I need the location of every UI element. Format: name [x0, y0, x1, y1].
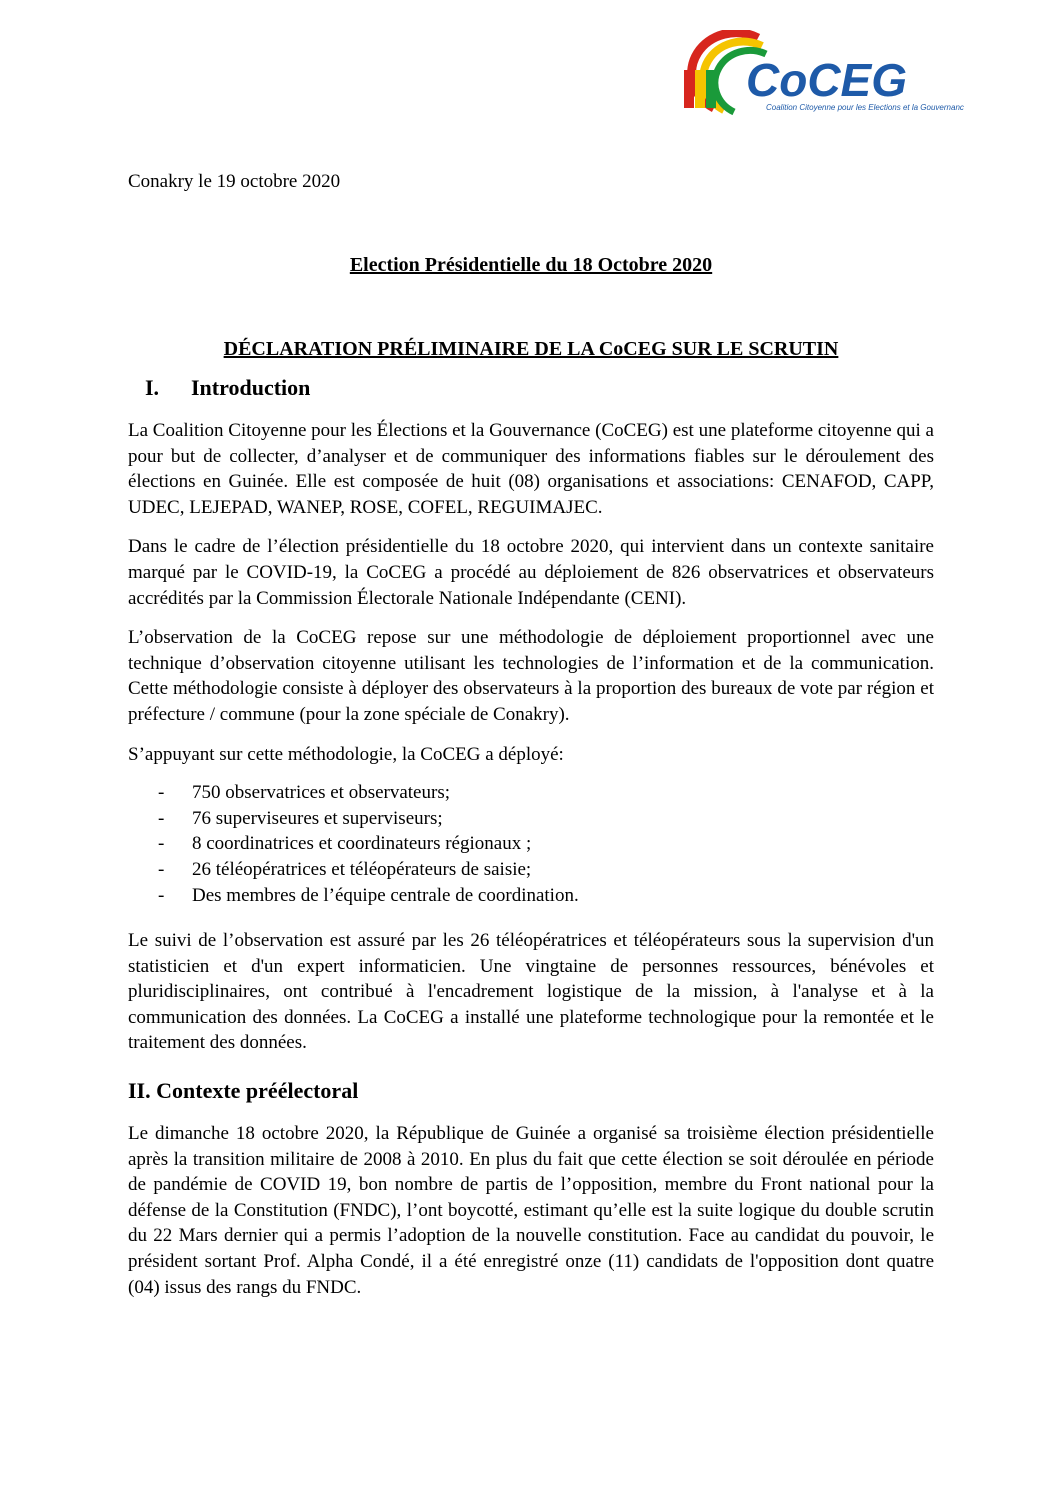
- list-marker: -: [158, 833, 165, 855]
- list-item: [128, 806, 934, 832]
- list-marker: -: [158, 807, 165, 829]
- list-item-text: 8 coordinatrices et coordinateurs régionaux ;: [192, 833, 532, 855]
- list-item: [128, 831, 934, 857]
- section-2-heading: II. Contexte préélectoral: [128, 1078, 359, 1104]
- logo-wordmark: CoCEG: [746, 54, 907, 106]
- dateline: Conakry le 19 octobre 2020: [128, 171, 341, 192]
- logo-flag-red: [684, 70, 694, 108]
- list-item: [128, 780, 934, 806]
- list-marker: -: [158, 884, 165, 906]
- list-item: [128, 857, 934, 883]
- deployment-list: [128, 780, 934, 908]
- logo-tagline: Coalition Citoyenne pour les Elections et la Gouvernance: [766, 103, 964, 112]
- declaration-title: DÉCLARATION PRÉLIMINAIRE DE LA CoCEG SUR LE SCRUTIN: [223, 338, 839, 360]
- coceg-logo-graphic: [662, 30, 964, 130]
- list-item: [128, 883, 934, 909]
- main-title: Election Présidentielle du 18 Octobre 2020: [349, 254, 713, 276]
- section-1-title: Introduction: [191, 375, 311, 400]
- list-item-text: 26 téléopératrices et téléopérateurs de saisie;: [192, 858, 532, 880]
- context-paragraph: Le dimanche 18 octobre 2020, la République de Guinée a organisé sa troisième élection présidentielle après la transition militaire de 2008 à 2010. En plus du fait que cette élection se soit déroulée en période de pandémie de COVID 19, bon nombre de partis de l’opposition, membre du Front national pour la défense de la Constitution (FNDC), l’ont boycotté, estimant qu’elle est la suite logique du double scrutin du 22 Mars dernier qui a permis l’adoption de la nouvelle constitution. Face au candidat du pouvoir, le président sortant Prof. Alpha Condé, il a été enregistré onze (11) candidats de l'opposition dont quatre (04) issus des rangs du FNDC.: [128, 1123, 934, 1298]
- section-1-heading: [128, 373, 934, 403]
- list-item-text: Des membres de l’équipe centrale de coordination.: [192, 884, 579, 906]
- logo-flag-yellow: [695, 70, 705, 108]
- logo-flag-green: [706, 70, 716, 108]
- list-item-text: 76 superviseures et superviseurs;: [192, 807, 443, 829]
- intro-closing-paragraph: Le suivi de l’observation est assuré par les 26 téléopératrices et téléopérateurs sous la supervision d'un statisticien et d'un expert informaticien. Une vingtaine de personnes ressources, bénévoles et pluridisciplinaires, ont contribué à l'encadrement logistique de la mission, à l'analyse et à la communication des données. La CoCEG a installé une plateforme technologique pour la remontée et le traitement des données.: [128, 930, 934, 1054]
- intro-paragraph-3: L’observation de la CoCEG repose sur une méthodologie de déploiement proportionnel avec une technique d’observation citoyenne utilisant les technologies de l’information et de la communication. Cette méthodologie consiste à déployer des observateurs à la proportion des bureaux de vote par région et préfecture / commune (pour la zone spéciale de Conakry).: [128, 627, 934, 725]
- intro-paragraph-2: Dans le cadre de l’élection présidentielle du 18 octobre 2020, qui intervient dans un contexte sanitaire marqué par le COVID-19, la CoCEG a procédé au déploiement de 826 observatrices et observateurs accrédités par la Commission Électorale Nationale Indépendante (CENI).: [128, 536, 934, 609]
- intro-paragraph-1: La Coalition Citoyenne pour les Élections et la Gouvernance (CoCEG) est une plateforme citoyenne qui a pour but de collecter, d’analyser et de communiquer des informations fiables sur le déroulement des élections en Guinée. Elle est composée de huit (08) organisations et associations: CENAFOD, CAPP, UDEC, LEJEPAD, WANEP, ROSE, COFEL, REGUIMAJEC.: [128, 420, 934, 518]
- list-marker: -: [158, 782, 165, 804]
- coceg-logo: [662, 30, 964, 130]
- section-1-number: I.: [145, 375, 160, 400]
- list-item-text: 750 observatrices et observateurs;: [192, 782, 450, 804]
- intro-paragraph-4: S’appuyant sur cette méthodologie, la CoCEG a déployé:: [128, 743, 564, 765]
- list-marker: -: [158, 858, 165, 880]
- document-body: [128, 168, 934, 1300]
